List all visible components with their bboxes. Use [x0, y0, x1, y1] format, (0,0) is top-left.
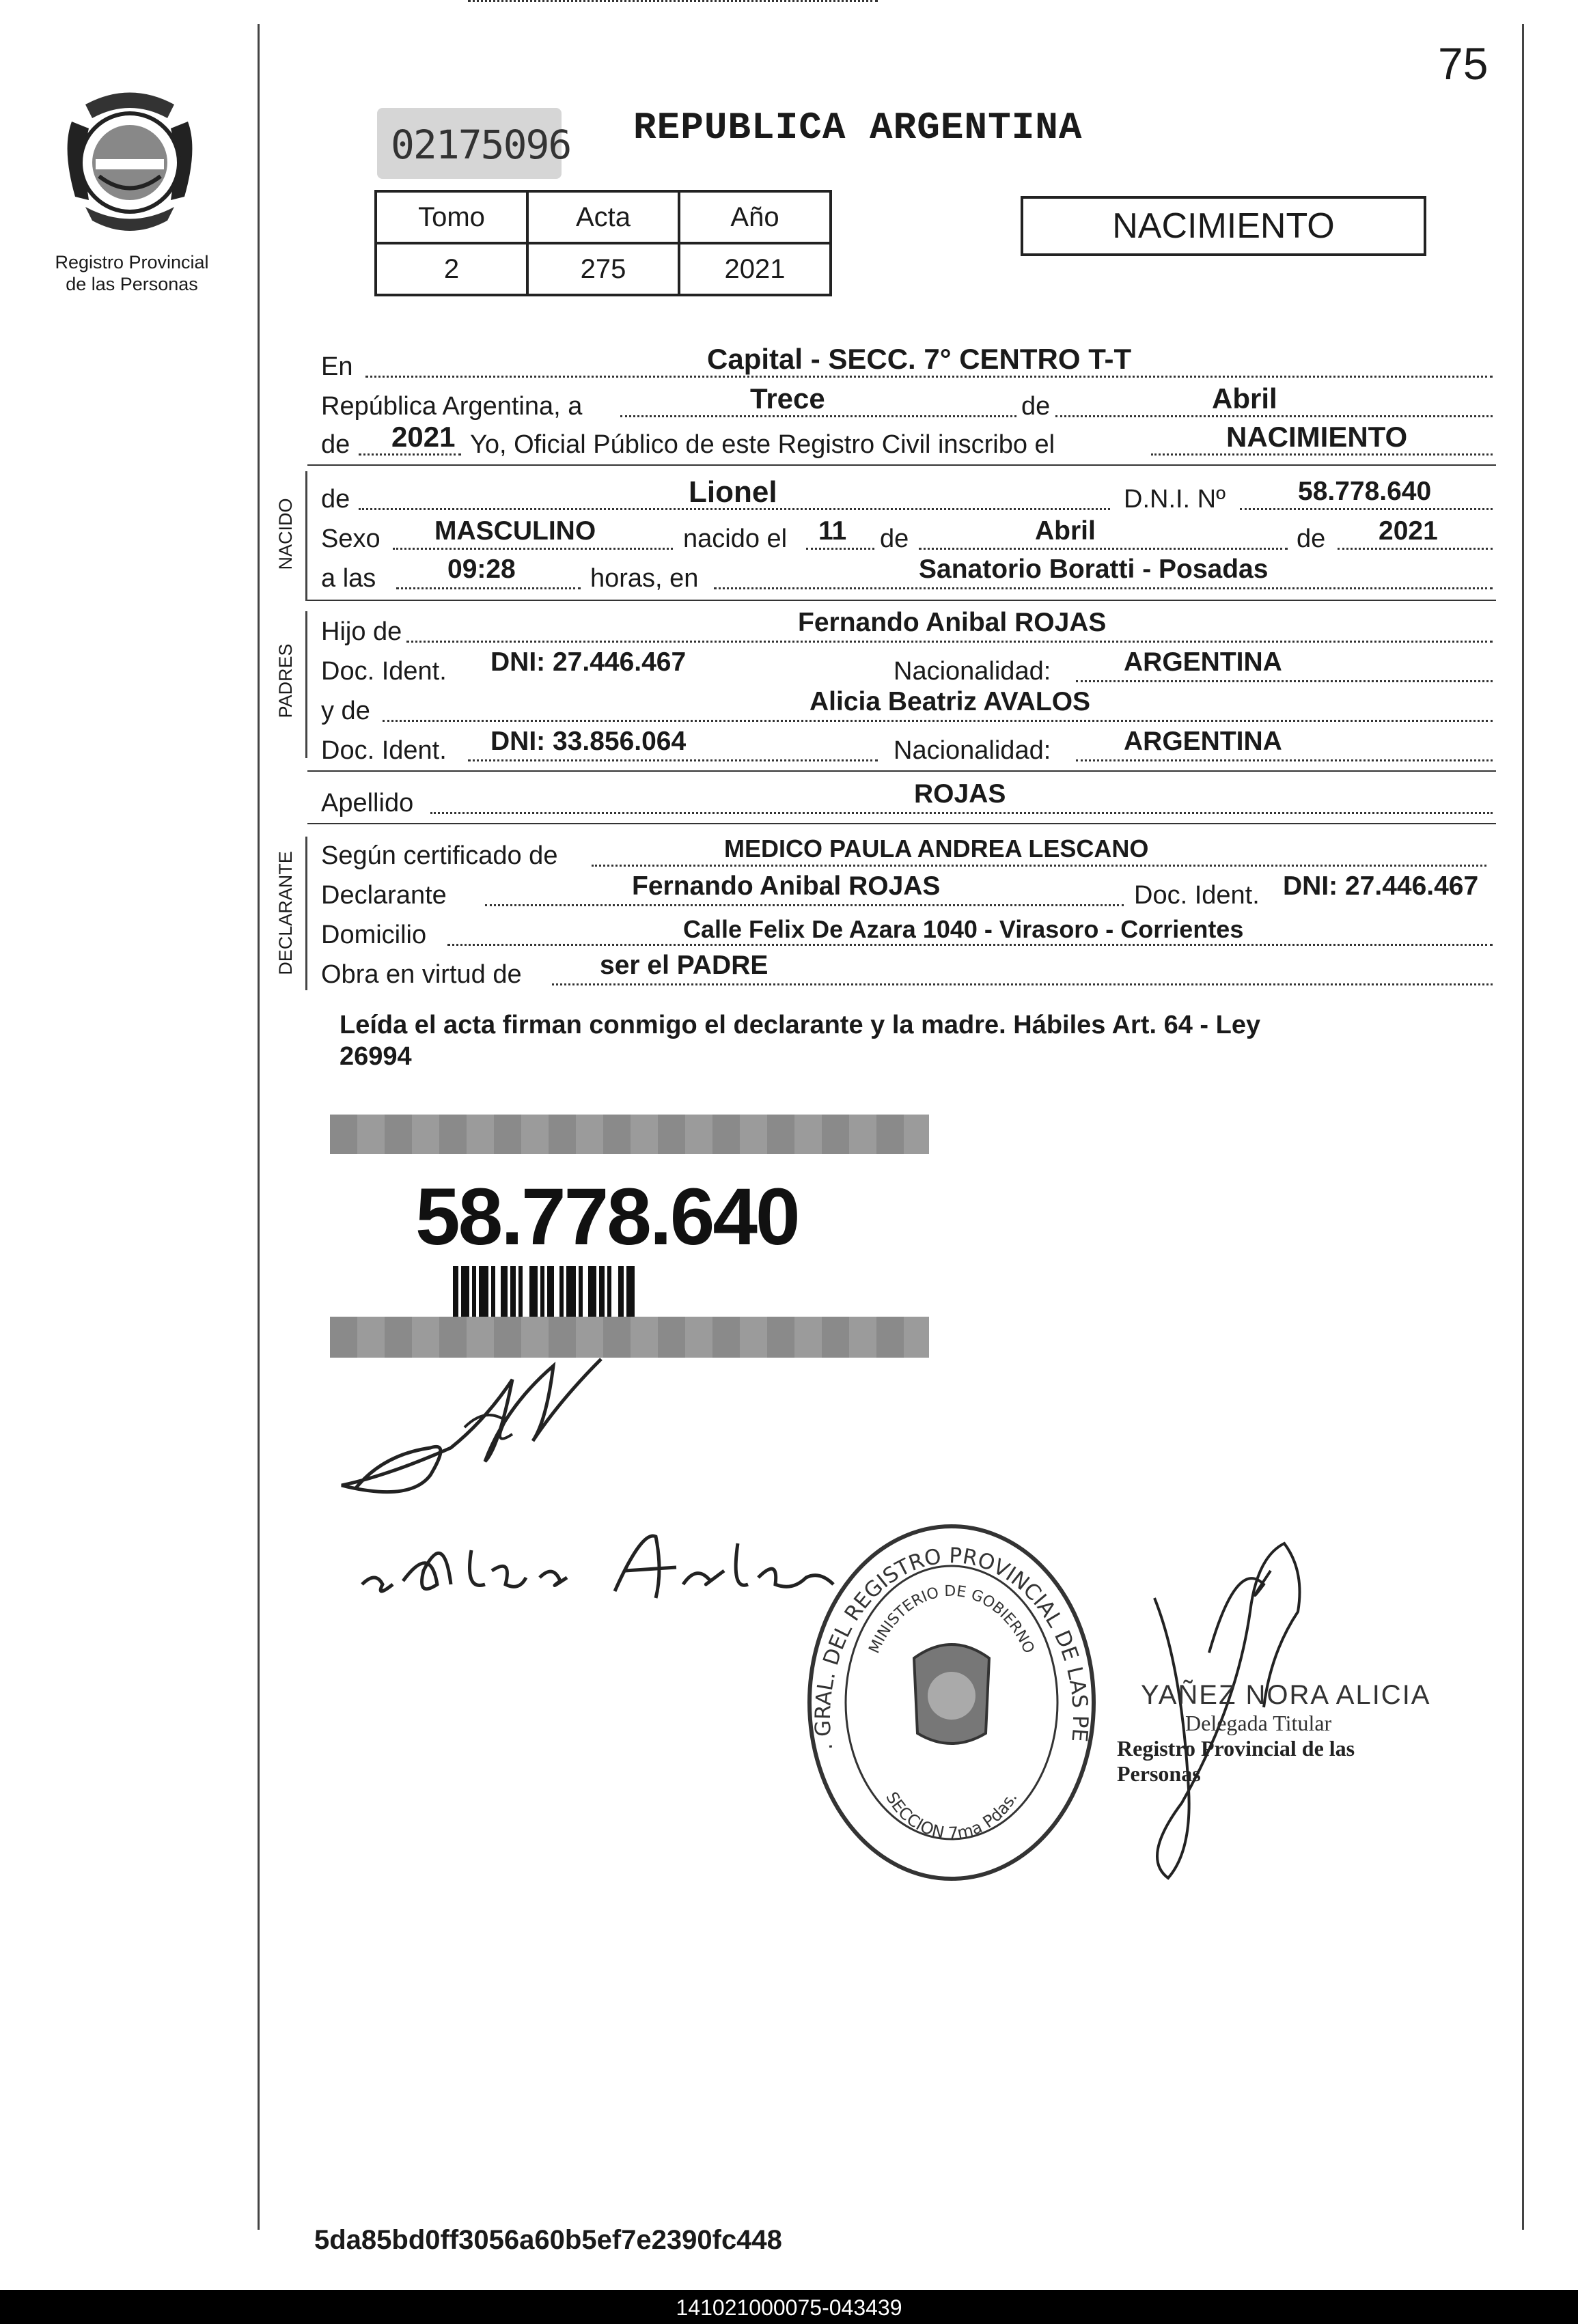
hijo-de-label: Hijo de — [321, 617, 402, 646]
seal-bottom-text-path: SECCION 7ma Pdas. — [882, 1789, 1021, 1843]
table-header-ano: Año — [679, 191, 831, 243]
dotted-line — [430, 812, 1493, 814]
obra-label: Obra en virtud de — [321, 960, 522, 989]
province-logo — [58, 81, 202, 251]
a-las-label: a las — [321, 564, 376, 593]
barcode-bar — [588, 1266, 596, 1322]
dotted-line — [919, 548, 1288, 550]
dotted-line — [447, 944, 1493, 946]
barcode-bar — [479, 1266, 488, 1322]
sexo-label: Sexo — [321, 524, 380, 553]
cert-label: Según certificado de — [321, 841, 558, 870]
official-seal — [805, 1522, 1098, 1884]
mother-nat-label: Nacionalidad: — [894, 736, 1051, 765]
logo-caption — [33, 251, 231, 295]
barcode-icon — [453, 1266, 781, 1322]
section-divider — [307, 464, 1496, 466]
table-header-tomo: Tomo — [376, 191, 527, 243]
birth-time: 09:28 — [447, 555, 516, 584]
apellido-value: ROJAS — [914, 779, 1006, 809]
barcode-bar — [540, 1266, 544, 1322]
y-de-label: y de — [321, 697, 370, 725]
barcode-bar — [579, 1266, 583, 1322]
serial-stamp — [377, 108, 571, 179]
barcode-bar — [453, 1266, 458, 1322]
seal-inner-text-path: MINISTERIO DE GOBIERNO — [866, 1582, 1038, 1656]
page-number: 75 — [1438, 38, 1489, 89]
barcode-bar — [461, 1266, 469, 1322]
birth-month: Abril — [1035, 516, 1096, 546]
id-sticker — [330, 1115, 929, 1358]
padres-side-label: PADRES — [275, 643, 296, 718]
father-doc-label: Doc. Ident. — [321, 657, 447, 686]
barcode-bar — [626, 1266, 635, 1322]
de2-label: de — [321, 430, 350, 459]
inscribes-value: NACIMIENTO — [1226, 421, 1408, 453]
dotted-line — [468, 759, 878, 761]
child-dni: 58.778.640 — [1298, 477, 1432, 506]
domicilio-value: Calle Felix De Azara 1040 - Virasoro - Corrientes — [683, 915, 1244, 943]
official-office: Registro Provincial de las Personas — [1117, 1736, 1355, 1786]
section-divider — [307, 823, 1496, 824]
barcode-bar — [618, 1266, 624, 1322]
republica-label: República Argentina, a — [321, 392, 583, 421]
mother-nat: ARGENTINA — [1124, 727, 1282, 756]
dotted-line — [806, 548, 874, 550]
barcode-bar — [566, 1266, 576, 1322]
father-name: Fernando Anibal ROJAS — [798, 608, 1107, 637]
nacido-side-label: NACIDO — [275, 498, 296, 570]
apellido-label: Apellido — [321, 789, 414, 817]
nacido-de-label2: de — [880, 524, 909, 553]
dotted-line — [393, 548, 673, 550]
dotted-line — [1338, 548, 1493, 550]
logo-caption-line1: Registro Provincial — [55, 252, 209, 272]
record-type-box: NACIMIENTO — [1021, 196, 1426, 256]
barcode-bar — [510, 1266, 516, 1322]
dotted-line — [592, 865, 1486, 867]
place-value: Capital - SECC. 7° CENTRO T-T — [707, 343, 1132, 375]
dotted-line — [383, 720, 1493, 722]
barcode-bar — [518, 1266, 523, 1322]
section-bracket — [305, 611, 307, 758]
nacido-de-label: de — [321, 485, 350, 514]
declarante-side-label: DECLARANTE — [275, 851, 296, 975]
barcode-bar — [472, 1266, 476, 1322]
table-value-tomo: 2 — [376, 243, 527, 295]
official-role: Delegada Titular — [1185, 1711, 1332, 1735]
barcode-bar — [501, 1266, 508, 1322]
dotted-line — [1240, 508, 1493, 510]
country-title: REPUBLICA ARGENTINA — [633, 106, 1083, 150]
closing-text — [340, 1009, 1260, 1072]
dotted-line — [1076, 680, 1493, 682]
closing-line2: 26994 — [340, 1042, 412, 1071]
closing-line1: Leída el acta firman conmigo el declarante y la madre. Hábiles Art. 64 - Ley — [340, 1011, 1261, 1039]
footer-code: 141021000075-043439 — [676, 2295, 902, 2320]
table-header-acta: Acta — [527, 191, 679, 243]
document-hash: 5da85bd0ff3056a60b5ef7e2390fc448 — [314, 2225, 782, 2255]
id-number: 58.778.640 — [415, 1172, 799, 1262]
horas-label: horas, en — [590, 564, 699, 593]
month-value: Abril — [1212, 382, 1277, 415]
declarante-label: Declarante — [321, 881, 447, 910]
right-margin-line — [1522, 24, 1524, 2230]
barcode-bar — [491, 1266, 495, 1322]
sticker-top-band — [330, 1115, 929, 1154]
cert-value: MEDICO PAULA ANDREA LESCANO — [724, 835, 1149, 863]
dotted-line — [1076, 759, 1493, 761]
section-divider — [307, 770, 1496, 772]
birth-day: 11 — [818, 516, 847, 546]
mother-doc: DNI: 33.856.064 — [490, 727, 687, 756]
dotted-line — [485, 904, 1124, 906]
seal-outer-text-path: . GRAL. DEL REGISTRO PROVINCIAL DE LAS PE — [810, 1543, 1093, 1752]
father-nat: ARGENTINA — [1124, 647, 1282, 677]
year-value: 2021 — [391, 421, 456, 453]
sexo-value: MASCULINO — [434, 516, 596, 546]
left-margin-line — [258, 24, 260, 2230]
mother-signature — [355, 1516, 847, 1612]
declarante-doc: DNI: 27.446.467 — [1283, 871, 1479, 901]
dotted-line — [552, 983, 1493, 985]
barcode-bar — [529, 1266, 538, 1322]
obra-value: ser el PADRE — [600, 951, 769, 980]
logo-caption-line2: de las Personas — [66, 274, 198, 294]
dotted-line — [1151, 453, 1493, 456]
record-table — [374, 190, 832, 296]
day-value: Trece — [750, 382, 825, 415]
dotted-line — [359, 453, 461, 456]
footer-bar — [0, 2290, 1578, 2324]
section-divider — [307, 600, 1496, 601]
official-name-block — [1117, 1680, 1431, 1787]
dotted-line — [714, 587, 1493, 589]
mother-name: Alicia Beatriz AVALOS — [809, 687, 1091, 716]
record-table-header-row — [376, 191, 831, 243]
nacido-el-label: nacido el — [683, 524, 788, 553]
mother-doc-label: Doc. Ident. — [321, 736, 447, 765]
seal-icon — [805, 1522, 1098, 1884]
dotted-line — [1055, 415, 1493, 417]
father-nat-label: Nacionalidad: — [894, 657, 1051, 686]
dotted-line — [365, 376, 1493, 378]
table-value-acta: 275 — [527, 243, 679, 295]
barcode-bar — [599, 1266, 605, 1322]
dni-label: D.N.I. Nº — [1124, 485, 1226, 514]
dotted-line — [468, 0, 878, 2]
barcode-bar — [559, 1266, 564, 1322]
dotted-line — [406, 641, 1493, 643]
record-table-value-row — [376, 243, 831, 295]
oficial-label: Yo, Oficial Público de este Registro Civil inscribo el — [470, 430, 1055, 459]
declarante-value: Fernando Anibal ROJAS — [632, 871, 941, 901]
barcode-bar — [547, 1266, 554, 1322]
father-doc: DNI: 27.446.467 — [490, 647, 687, 677]
official-name: YAÑEZ NORA ALICIA — [1141, 1680, 1431, 1710]
section-bracket — [305, 837, 307, 990]
table-value-ano: 2021 — [679, 243, 831, 295]
declarante-signature — [328, 1339, 615, 1516]
domicilio-label: Domicilio — [321, 921, 427, 949]
nacido-de-label3: de — [1297, 524, 1326, 553]
birth-place: Sanatorio Boratti - Posadas — [919, 555, 1269, 584]
dotted-line — [396, 587, 581, 589]
birth-year: 2021 — [1379, 516, 1438, 546]
de-label: de — [1021, 392, 1051, 421]
declarante-doc-label: Doc. Ident. — [1134, 881, 1260, 910]
dotted-line — [620, 415, 1016, 417]
section-bracket — [305, 471, 307, 601]
serial-number: 02175096 — [391, 122, 571, 168]
child-name: Lionel — [689, 475, 777, 509]
en-label: En — [321, 352, 353, 381]
barcode-bar — [607, 1266, 611, 1322]
province-emblem-icon — [58, 81, 202, 251]
